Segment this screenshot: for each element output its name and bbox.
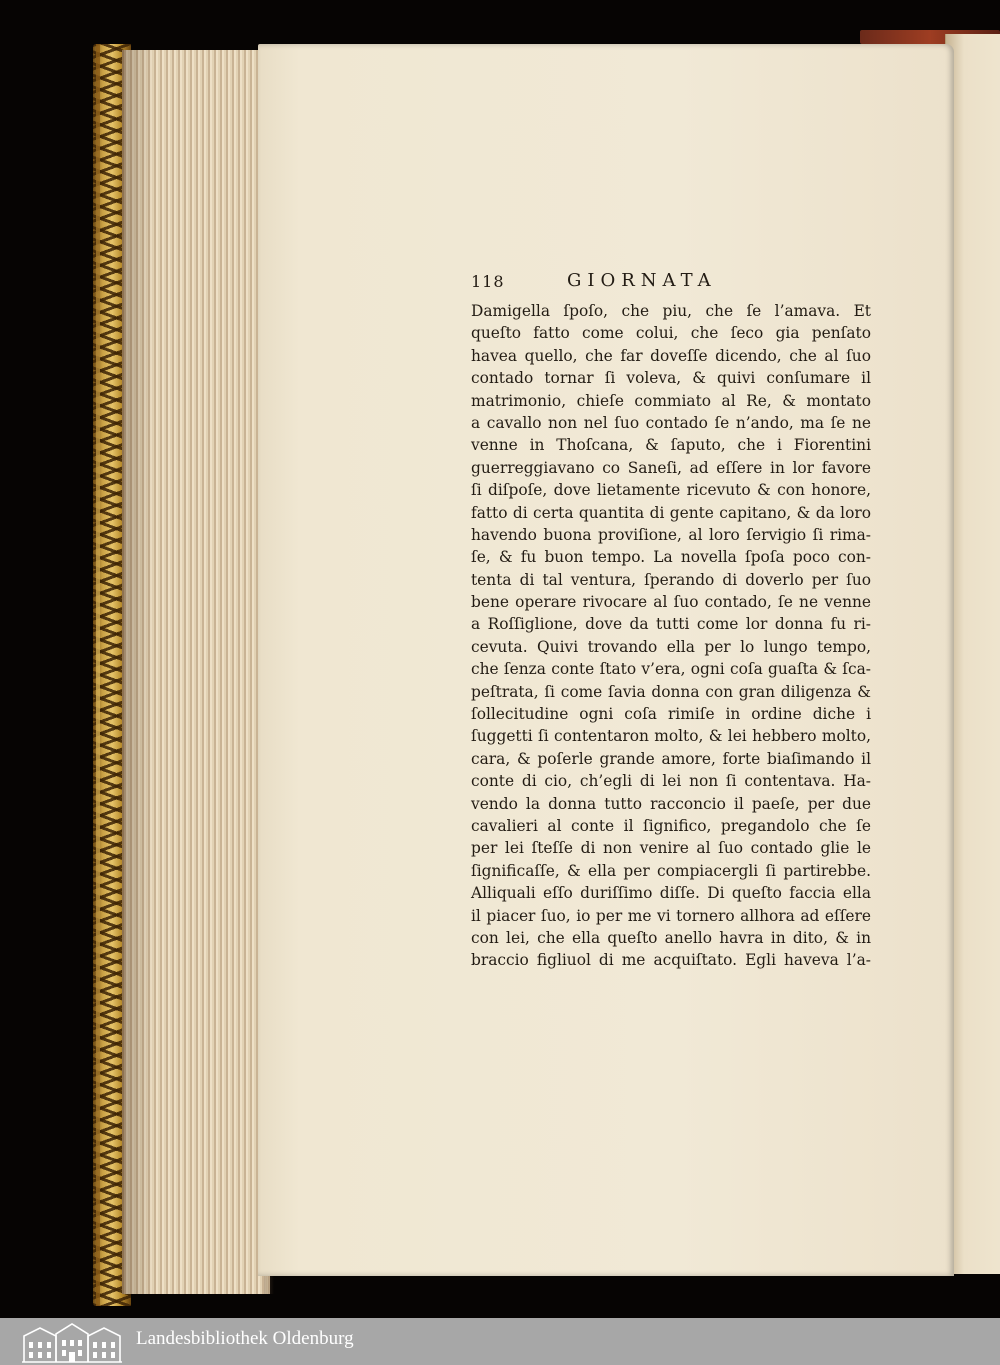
text-line: braccio figliuol di me acquiſtato. Egli haveva l’a- <box>471 951 871 970</box>
text-line: Alliquali eſſo duriſſimo diſſe. Di queſto faccia ella <box>471 884 871 903</box>
text-line: matrimonio, chieſe commiato al Re, & montato <box>471 391 871 410</box>
text-line: vendo la donna tutto racconcio il paeſe, per due <box>471 794 871 813</box>
running-head-title: GIORNATA <box>567 270 717 291</box>
text-line: a cavallo non nel ſuo contado ſe n’ando, ma ſe ne <box>471 413 871 432</box>
page-edges-stack <box>122 50 270 1294</box>
page-number: 118 <box>471 272 505 291</box>
text-line: bene operare rivocare al ſuo contado, ſe ne venne <box>471 593 871 612</box>
text-line: venne in Thoſcana, & ſaputo, che i Fiorentini <box>471 436 871 455</box>
text-line: cavalieri al conte il ſignifico, pregandolo che ſe <box>471 816 871 835</box>
library-building-icon <box>20 1320 124 1364</box>
text-line: con lei, che ella queſto anello havra in dito, & in <box>471 928 871 947</box>
text-line: Damigella ſpoſo, che piu, che ſe l’amava. Et <box>471 302 871 320</box>
text-line: havendo buona proviſione, al loro ſervigio ſi rima- <box>471 525 871 544</box>
page-text-block <box>471 268 871 972</box>
text-line: peſtrata, ſi come ſavia donna con gran diligenza & <box>471 682 871 701</box>
text-line: a Roſſiglione, dove da tutti come lor donna fu ri- <box>471 615 871 634</box>
text-line: havea quello, che far doveſſe dicendo, che al ſuo <box>471 346 871 365</box>
body-text <box>471 300 871 972</box>
text-line: cara, & poſerle grande amore, forte biaſimando il <box>471 749 871 768</box>
text-line: conte di cio, ch’egli di lei non ſi contentava. Ha- <box>471 772 871 791</box>
text-line: ſollecitudine ogni coſa rimiſe in ordine diche i <box>471 705 871 724</box>
text-line: per lei ſteſſe di non venire al ſuo contado glie le <box>471 839 871 858</box>
text-line: ſignificaſſe, & ella per compiacergli ſi partirebbe. <box>471 861 871 880</box>
text-line: tenta di tal ventura, ſperando di doverlo per ſuo <box>471 570 871 589</box>
text-line: contado tornar ſi voleva, & quivi conſumare il <box>471 369 871 388</box>
library-name: Landesbibliothek Oldenburg <box>136 1328 354 1349</box>
running-head <box>471 268 871 298</box>
text-line: queſto fatto come colui, che ſeco gia penſato <box>471 324 871 343</box>
text-line: guerreggiavano co Saneſi, ad eſſere in lor favore <box>471 458 871 477</box>
text-line: ſe, & fu buon tempo. La novella ſpoſa poco con- <box>471 548 871 567</box>
text-line: il piacer ſuo, io per me vi tornero allhora ad eſſere <box>471 906 871 925</box>
footer-bar <box>0 1318 1000 1365</box>
text-line: che ſenza conte ſtato v’era, ogni coſa guaſta & ſca- <box>471 660 871 679</box>
text-line: ſi diſpoſe, dove lietamente ricevuto & con honore, <box>471 481 871 500</box>
text-line: ſuggetti ſi contentaron molto, & lei hebbero molto, <box>471 727 871 746</box>
text-line: cevuta. Quivi trovando ella per lo lungo tempo, <box>471 637 871 656</box>
text-line: fatto di certa quantita di gente capitano, & da loro <box>471 503 871 522</box>
